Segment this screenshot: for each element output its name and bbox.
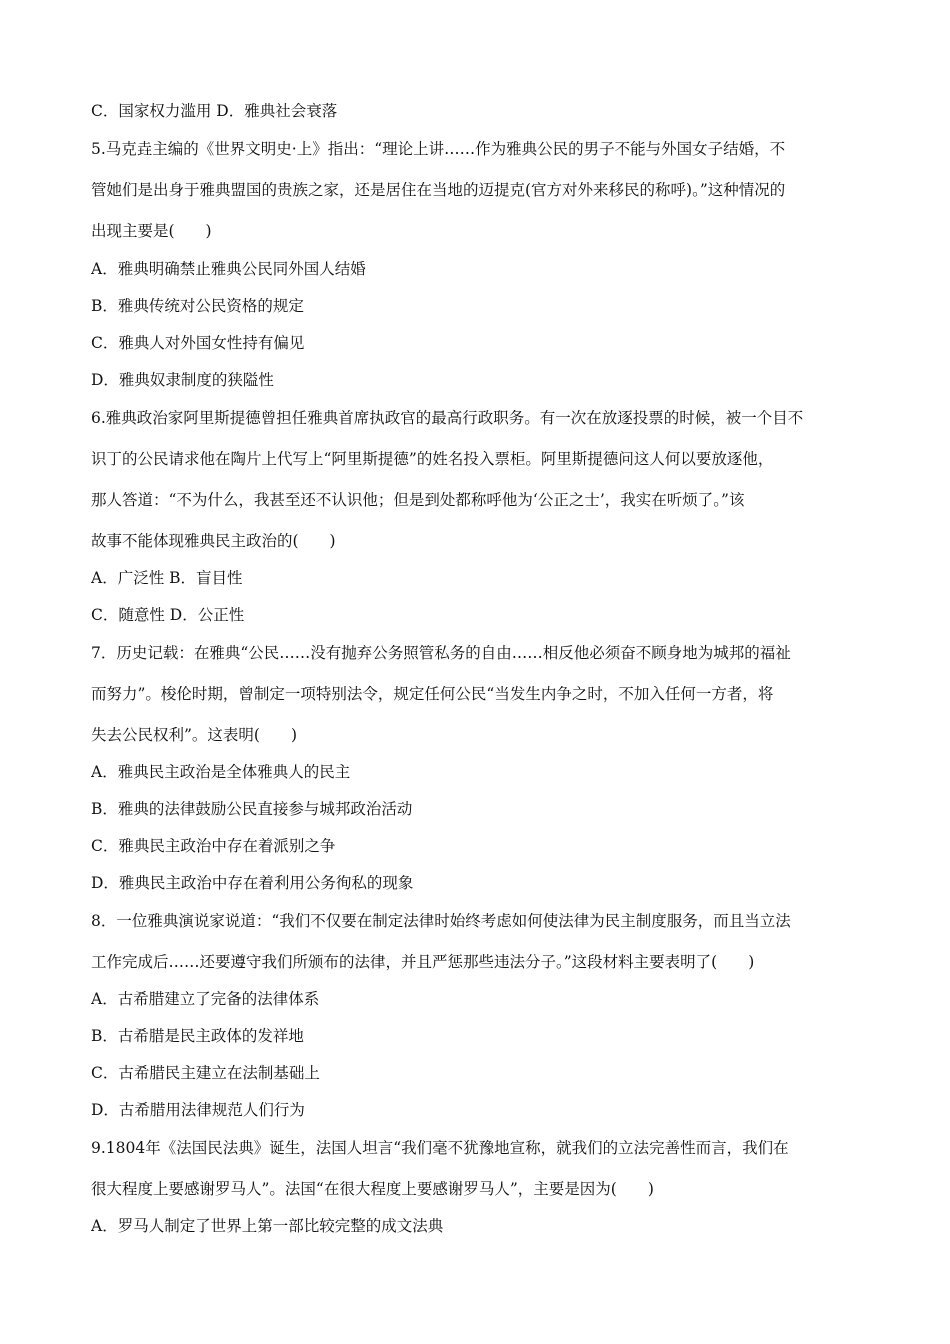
q6-options-cd: C．随意性 D．公正性 bbox=[91, 606, 245, 624]
q7-stem-line-2: 而努力”。梭伦时期，曾制定一项特别法令，规定任何公民“当发生内争之时，不加入任何一方者，将 bbox=[91, 685, 774, 703]
q5-stem-line-1: 5.马克垚主编的《世界文明史·上》指出：“理论上讲……作为雅典公民的男子不能与外国女子结婚，不 bbox=[91, 140, 786, 158]
q9-stem-line-1: 9.1804年《法国民法典》诞生，法国人坦言“我们毫不犹豫地宣称，就我们的立法完善性而言，我们在 bbox=[91, 1139, 789, 1157]
q6-stem-line-3: 那人答道：“不为什么，我甚至还不认识他；但是到处都称呼他为‘公正之士’，我实在听烦了。”该 bbox=[91, 491, 745, 509]
q6-stem-line-2: 识丁的公民请求他在陶片上代写上“阿里斯提德”的姓名投入票柜。阿里斯提德问这人何以要放逐他， bbox=[91, 450, 774, 468]
q6-stem-line-4: 故事不能体现雅典民主政治的( ) bbox=[91, 532, 336, 550]
q7-option-a: A．雅典民主政治是全体雅典人的民主 bbox=[91, 763, 351, 781]
q7-stem-line-1: 7．历史记载：在雅典“公民……没有抛弃公务照管私务的自由……相反他必须奋不顾身地为城邦的福祉 bbox=[91, 644, 791, 662]
q8-stem-line-2: 工作完成后……还要遵守我们所颁布的法律，并且严惩那些违法分子。”这段材料主要表明了( ) bbox=[91, 953, 755, 971]
q9-stem-line-2: 很大程度上要感谢罗马人”。法国“在很大程度上要感谢罗马人”，主要是因为( ) bbox=[91, 1180, 654, 1198]
q5-stem-line-2: 管她们是出身于雅典盟国的贵族之家，还是居住在当地的迈提克(官方对外来移民的称呼)。”这种情况的 bbox=[91, 181, 786, 199]
q7-stem-line-3: 失去公民权利”。这表明( ) bbox=[91, 726, 298, 744]
q4-options-cd: C．国家权力滥用 D．雅典社会衰落 bbox=[91, 102, 338, 120]
q6-stem-line-1: 6.雅典政治家阿里斯提德曾担任雅典首席执政官的最高行政职务。有一次在放逐投票的时候，被一个目不 bbox=[91, 409, 804, 427]
q9-option-a: A．罗马人制定了世界上第一部比较完整的成文法典 bbox=[91, 1217, 444, 1235]
q8-option-d: D．古希腊用法律规范人们行为 bbox=[91, 1101, 305, 1119]
q8-option-c: C．古希腊民主建立在法制基础上 bbox=[91, 1064, 320, 1082]
q7-option-d: D．雅典民主政治中存在着利用公务徇私的现象 bbox=[91, 874, 414, 892]
q7-option-c: C．雅典民主政治中存在着派别之争 bbox=[91, 837, 336, 855]
q6-options-ab: A．广泛性 B．盲目性 bbox=[91, 569, 243, 587]
q8-option-b: B．古希腊是民主政体的发祥地 bbox=[91, 1027, 304, 1045]
q7-option-b: B．雅典的法律鼓励公民直接参与城邦政治活动 bbox=[91, 800, 413, 818]
q5-stem-line-3: 出现主要是( ) bbox=[91, 222, 212, 240]
q5-option-c: C．雅典人对外国女性持有偏见 bbox=[91, 334, 305, 352]
q5-option-d: D．雅典奴隶制度的狭隘性 bbox=[91, 371, 274, 389]
q5-option-a: A．雅典明确禁止雅典公民同外国人结婚 bbox=[91, 260, 366, 278]
q5-option-b: B．雅典传统对公民资格的规定 bbox=[91, 297, 304, 315]
q8-stem-line-1: 8．一位雅典演说家说道：“我们不仅要在制定法律时始终考虑如何使法律为民主制度服务，而且当立法 bbox=[91, 912, 791, 930]
q8-option-a: A．古希腊建立了完备的法律体系 bbox=[91, 990, 320, 1008]
